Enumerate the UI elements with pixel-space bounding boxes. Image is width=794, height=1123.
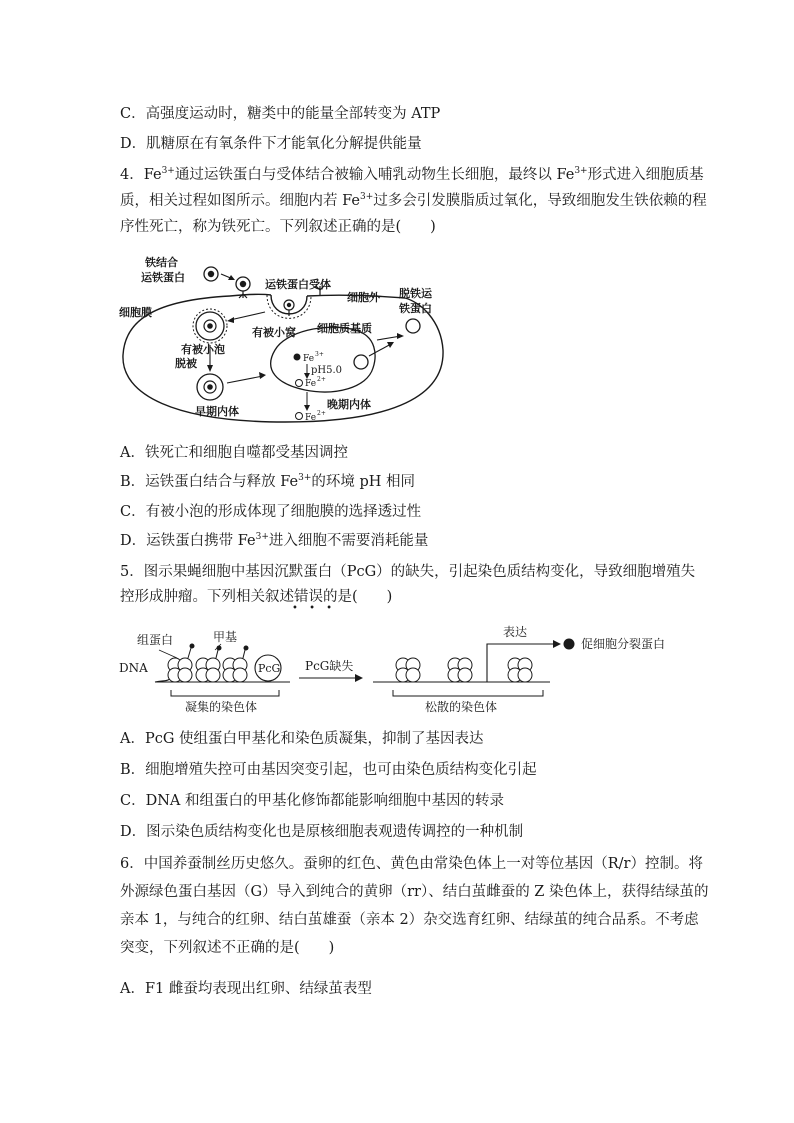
svg-text:2+: 2+ [317, 410, 326, 417]
svg-text:pH5.0: pH5.0 [311, 365, 343, 376]
apo-transferrin-icon [406, 319, 420, 333]
svg-text:2+: 2+ [317, 376, 326, 383]
histone-4 [396, 658, 420, 682]
svg-text:脱铁运: 脱铁运 [399, 287, 432, 300]
q4-stem-line2: 质，相关过程如图所示。细胞内若 $Fe^{3+}$过多会引发膜脂质过氧化，导致细胞发生铁依赖的程 [120, 192, 707, 209]
svg-text:3+: 3+ [315, 351, 324, 358]
svg-text:晚期内体: 晚期内体 [327, 398, 371, 411]
svg-text:Fe: Fe [305, 379, 317, 389]
svg-text:DNA: DNA [119, 661, 148, 675]
option-d-prev: D．肌糖原在有氧条件下才能氧化分解提供能量 [120, 136, 422, 152]
svg-text:铁结合: 铁结合 [145, 256, 178, 269]
svg-text:PcG缺失: PcG缺失 [305, 659, 354, 673]
q6-stem-line3: 亲本 1，与纯合的红卵、结白茧雄蚕（亲本 2）杂交选育红卵、结绿茧的纯合品系。不考虑 [120, 912, 699, 928]
svg-text:铁蛋白: 铁蛋白 [399, 302, 432, 315]
histone-2 [196, 646, 222, 683]
histone-3 [223, 646, 249, 683]
histone-5 [448, 658, 472, 682]
svg-text:凝集的染色体: 凝集的染色体 [185, 700, 258, 714]
q5-option-a: A．PcG 使组蛋白甲基化和染色质凝集，抑制了基因表达 [120, 731, 484, 747]
svg-text:细胞膜: 细胞膜 [119, 306, 152, 319]
svg-text:表达: 表达 [503, 625, 528, 639]
emphasis-dots: • • • [292, 603, 337, 614]
q4-option-a: A．铁死亡和细胞自噬都受基因调控 [120, 445, 348, 461]
svg-text:Fe: Fe [305, 413, 317, 423]
svg-text:细胞外: 细胞外 [347, 291, 380, 304]
option-c-prev: C．高强度运动时，糖类中的能量全部转变为 ATP [120, 106, 441, 122]
iron-uptake-figure [115, 250, 455, 428]
svg-text:运铁蛋白受体: 运铁蛋白受体 [265, 278, 331, 291]
svg-text:甲基: 甲基 [213, 630, 238, 644]
q5-stem-line1: 5．图示果蝇细胞中基因沉默蛋白（PcG）的缺失，引起染色质结构变化，导致细胞增殖失 [120, 564, 696, 580]
q4-stem-line3: 序性死亡，称为铁死亡。下列叙述正确的是( ) [120, 219, 436, 235]
svg-text:Fe: Fe [303, 354, 315, 364]
q5-option-c: C．DNA 和组蛋白的甲基化修饰都能影响细胞中基因的转录 [120, 793, 504, 809]
svg-text:促细胞分裂蛋白: 促细胞分裂蛋白 [581, 637, 666, 651]
q5-option-d: D．图示染色质结构变化也是原核细胞表观遗传调控的一种机制 [120, 824, 524, 840]
q4-option-c: C．有被小泡的形成体现了细胞膜的选择透过性 [120, 504, 422, 520]
svg-text:有被小窝: 有被小窝 [252, 326, 296, 339]
q5-option-b: B．细胞增殖失控可由基因突变引起，也可由染色质结构变化引起 [120, 762, 537, 778]
q6-stem-line2: 外源绿色蛋白基因（G）导入到纯合的黄卵（rr）、结白茧雌蚕的 Z 染色体上，获得结绿茧的 [120, 884, 709, 900]
svg-text:松散的染色体: 松散的染色体 [425, 700, 498, 714]
q6-option-a: A．F1 雌蚕均表现出红卵、结绿茧表型 [120, 981, 372, 997]
q6-stem-line4: 突变，下列叙述不正确的是( ) [120, 940, 335, 956]
svg-text:有被小泡: 有被小泡 [181, 343, 225, 356]
mitosis-protein-icon [564, 639, 575, 650]
histone-1 [168, 644, 195, 683]
svg-text:PcG: PcG [258, 662, 281, 675]
chromatin-figure [115, 622, 685, 720]
svg-text:细胞质基质: 细胞质基质 [317, 322, 372, 335]
q5-stem-line2: 控形成肿瘤。下列相关叙述错误的是( ) [120, 589, 393, 605]
q6-stem-line1: 6．中国养蚕制丝历史悠久。蚕卵的红色、黄色由常染色体上一对等位基因（R/r）控制。将 [120, 856, 703, 872]
svg-text:组蛋白: 组蛋白 [137, 633, 174, 647]
q4-option-b: B．运铁蛋白结合与释放 $Fe^{3+}$的环境 pH 相同 [120, 473, 416, 490]
q4-stem-line1: 4．$Fe^{3+}$通过运铁蛋白与受体结合被输入哺乳动物生长细胞，最终以 $Fe^{3+}$形式进入细胞质基 [120, 166, 704, 183]
svg-text:脱被: 脱被 [175, 357, 197, 370]
histone-6 [508, 658, 532, 682]
svg-text:运铁蛋白: 运铁蛋白 [141, 271, 185, 284]
svg-text:早期内体: 早期内体 [195, 405, 239, 418]
q4-option-d: D．运铁蛋白携带 $Fe^{3+}$进入细胞不需要消耗能量 [120, 532, 429, 549]
